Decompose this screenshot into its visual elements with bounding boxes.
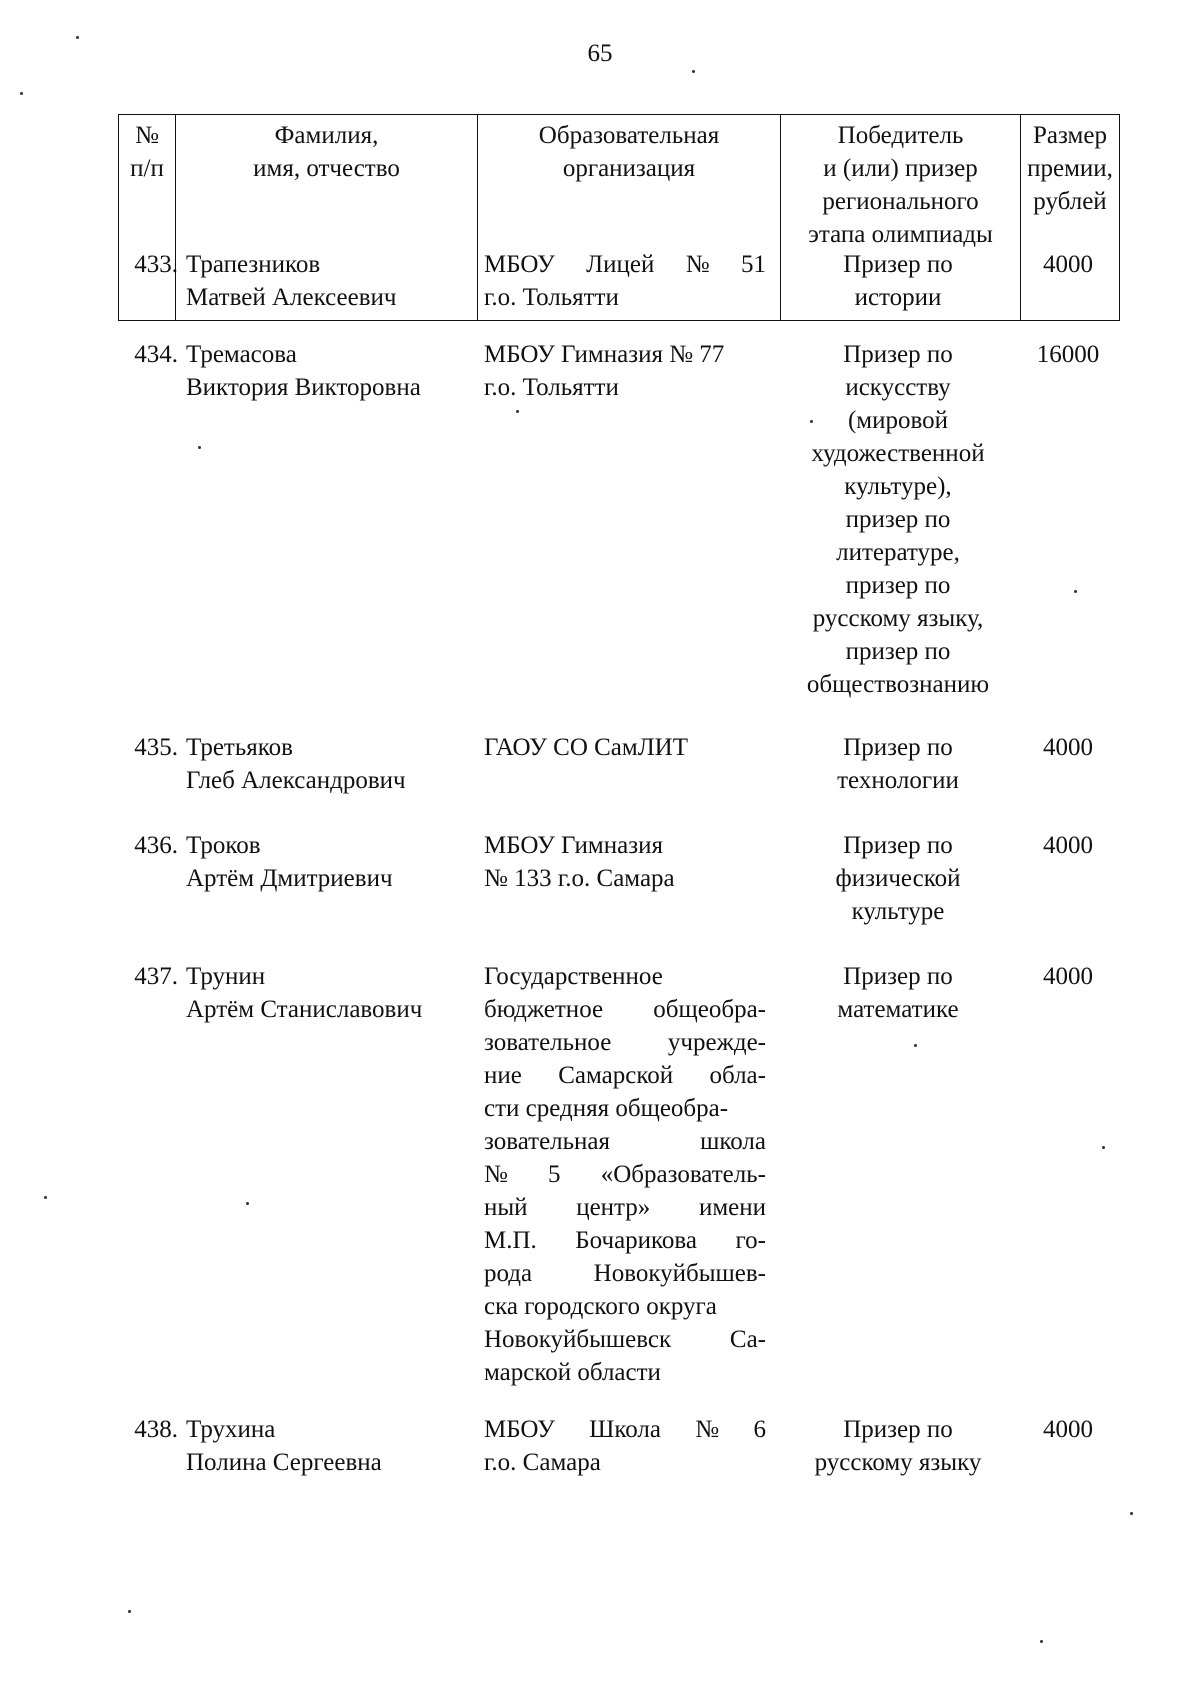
org-line: ГАОУ СО СамЛИТ — [484, 734, 688, 761]
row-number: 437. — [134, 963, 178, 990]
header-num-line-2: п/п — [130, 155, 164, 182]
award-line: обществознанию — [806, 671, 990, 698]
org-word: 5 — [548, 1161, 561, 1188]
row-number: 438. — [134, 1416, 178, 1443]
header-org-line-1: Образовательная — [538, 122, 720, 149]
header-amount-line-2: премии, — [1027, 155, 1113, 182]
prize-amount: 16000 — [1036, 341, 1100, 368]
org-word: ние — [484, 1062, 522, 1089]
award-line: математике — [837, 996, 959, 1023]
award-line: литературе, — [836, 539, 960, 566]
page-number: 65 — [587, 40, 613, 67]
org-line — [484, 248, 766, 281]
org-line: г.о. Самара — [484, 1449, 601, 1476]
award-line: художественной — [811, 440, 985, 467]
person-name — [186, 960, 476, 1026]
org-line: ска городского округа — [484, 1293, 717, 1320]
award-line: Призер по — [843, 963, 953, 990]
org-line — [484, 1191, 766, 1224]
org-word: обла- — [709, 1062, 766, 1089]
org-word: 51 — [741, 251, 766, 278]
header-award-line-3: регионального — [822, 188, 979, 215]
award-line: культуре), — [844, 473, 952, 500]
award — [783, 829, 1013, 928]
org-word: Бочарикова — [575, 1227, 698, 1254]
prize-amount: 4000 — [1043, 1416, 1093, 1443]
given-names: Виктория Викторовна — [186, 374, 421, 401]
surname: Трапезников — [186, 251, 321, 278]
row-number: 434. — [134, 341, 178, 368]
org-word: Са- — [729, 1326, 766, 1353]
org-word: школа — [700, 1128, 766, 1155]
header-amount-line-1: Размер — [1033, 122, 1107, 149]
org-line: МБОУ Гимназия — [484, 832, 663, 859]
org-line: Государственное — [484, 963, 663, 990]
org-word: Новокуйбышевск — [484, 1326, 672, 1353]
prize-amount: 4000 — [1043, 734, 1093, 761]
award-line: технологии — [837, 767, 959, 794]
org-word: № — [685, 251, 710, 278]
row-number: 435. — [134, 734, 178, 761]
organization — [484, 248, 766, 314]
org-word: 6 — [753, 1416, 766, 1443]
org-word: Школа — [589, 1416, 661, 1443]
award-line: истории — [854, 284, 942, 311]
header-award-line-4: этапа олимпиады — [808, 221, 993, 248]
header-num-cell — [119, 115, 176, 321]
award-line: Призер по — [843, 734, 953, 761]
org-line: г.о. Тольятти — [484, 284, 619, 311]
org-line — [484, 1026, 766, 1059]
org-word: «Образователь- — [600, 1161, 766, 1188]
org-word: центр» — [576, 1194, 651, 1221]
award-line: Призер по — [843, 1416, 953, 1443]
award-line: физической — [835, 865, 961, 892]
given-names: Матвей Алексеевич — [186, 284, 397, 311]
header-amount-cell — [1021, 115, 1120, 321]
award-line: русскому языку — [814, 1449, 982, 1476]
person-name — [186, 338, 476, 404]
award-line: культуре — [851, 898, 945, 925]
person-name — [186, 1413, 476, 1479]
org-word: Самарской — [558, 1062, 674, 1089]
org-word: М.П. — [484, 1227, 537, 1254]
org-word: ный — [484, 1194, 528, 1221]
award-line: (мировой — [847, 407, 949, 434]
award-line: Призер по — [843, 251, 953, 278]
org-word: зовательное — [484, 1029, 612, 1056]
award — [783, 731, 1013, 797]
surname: Третьяков — [186, 734, 293, 761]
person-name — [186, 829, 476, 895]
org-word: Лицей — [586, 251, 655, 278]
row-number: 436. — [134, 832, 178, 859]
org-word: общеобра- — [653, 996, 766, 1023]
award-line: русскому языку, — [812, 605, 984, 632]
header-name-line-2: имя, отчество — [253, 155, 400, 182]
award — [783, 338, 1013, 701]
surname: Трухина — [186, 1416, 276, 1443]
person-name — [186, 248, 476, 314]
org-line — [484, 1257, 766, 1290]
org-line — [484, 1125, 766, 1158]
org-word: рода — [484, 1260, 533, 1287]
award-line: Призер по — [843, 832, 953, 859]
award — [783, 1413, 1013, 1479]
org-word: учрежде- — [667, 1029, 766, 1056]
org-line — [484, 1224, 766, 1257]
header-amount-line-3: рублей — [1033, 188, 1107, 215]
given-names: Глеб Александрович — [186, 767, 406, 794]
prize-amount: 4000 — [1043, 251, 1093, 278]
award — [783, 960, 1013, 1026]
organization — [484, 960, 766, 1389]
person-name — [186, 731, 476, 797]
org-word: имени — [698, 1194, 766, 1221]
header-award-line-2: и (или) призер — [823, 155, 978, 182]
organization — [484, 1413, 766, 1479]
organization — [484, 731, 766, 764]
given-names: Полина Сергеевна — [186, 1449, 382, 1476]
prize-amount: 4000 — [1043, 832, 1093, 859]
surname: Троков — [186, 832, 261, 859]
award — [783, 248, 1013, 314]
org-line — [484, 993, 766, 1026]
org-line — [484, 1158, 766, 1191]
award-line: призер по — [845, 506, 951, 533]
org-word: МБОУ — [484, 251, 555, 278]
org-word: го- — [735, 1227, 766, 1254]
organization — [484, 829, 766, 895]
header-award-line-1: Победитель — [837, 122, 964, 149]
org-word: МБОУ — [484, 1416, 555, 1443]
org-word: № — [695, 1416, 720, 1443]
organization — [484, 338, 766, 404]
header-org-line-2: организация — [562, 155, 696, 182]
award-line: призер по — [845, 572, 951, 599]
award-line: призер по — [845, 638, 951, 665]
surname: Трунин — [186, 963, 266, 990]
header-name-line-1: Фамилия, — [274, 122, 379, 149]
header-num-line-1: № — [135, 122, 159, 149]
award-line: искусству — [845, 374, 951, 401]
org-line — [484, 1059, 766, 1092]
org-line: г.о. Тольятти — [484, 374, 619, 401]
org-word: бюджетное — [484, 996, 604, 1023]
org-line — [484, 1323, 766, 1356]
prize-amount: 4000 — [1043, 963, 1093, 990]
org-word: Новокуйбышев- — [593, 1260, 766, 1287]
given-names: Артём Станиславович — [186, 996, 423, 1023]
org-line: марской области — [484, 1359, 661, 1386]
org-line: № 133 г.о. Самара — [484, 865, 675, 892]
org-line — [484, 1413, 766, 1446]
surname: Тремасова — [186, 341, 297, 368]
award-line: Призер по — [843, 341, 953, 368]
given-names: Артём Дмитриевич — [186, 865, 393, 892]
row-number: 433. — [134, 251, 178, 278]
org-line: МБОУ Гимназия № 77 — [484, 341, 725, 368]
org-word: зовательная — [484, 1128, 611, 1155]
org-line: сти средняя общеобра- — [484, 1095, 729, 1122]
org-word: № — [484, 1161, 508, 1188]
